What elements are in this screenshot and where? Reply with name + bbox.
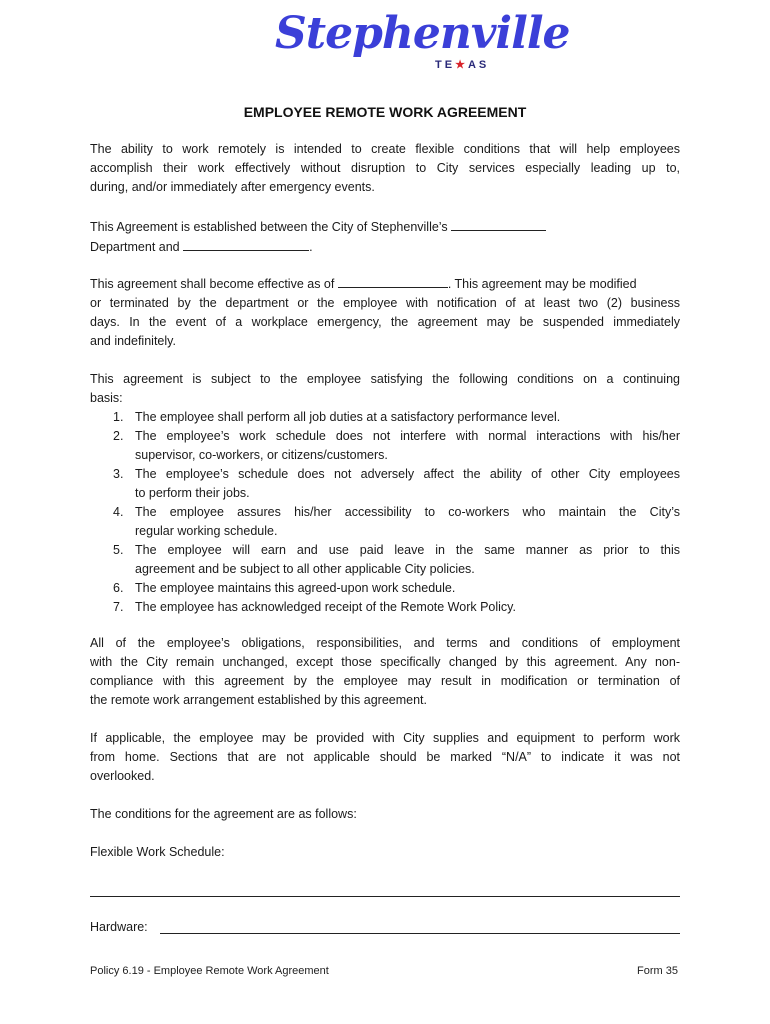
hardware-label: Hardware: <box>90 920 148 934</box>
conditions-intro-paragraph: This agreement is subject to the employee satisfying the following conditions on a continuing basis: <box>90 372 680 405</box>
flexible-schedule-label: Flexible Work Schedule: <box>90 845 225 859</box>
condition-number: 1. <box>113 410 124 424</box>
flexible-schedule-line[interactable] <box>90 896 680 897</box>
condition-number: 3. <box>113 467 124 481</box>
supplies-paragraph: If applicable, the employee may be provided with City supplies and equipment to perform work from home. Sections that are not applicable should be marked “N/A” to indicate it was not overlooked. <box>90 731 680 783</box>
condition-number: 5. <box>113 543 124 557</box>
department-blank[interactable] <box>451 217 546 231</box>
condition-number: 6. <box>113 581 124 595</box>
condition-item <box>113 541 680 579</box>
stephenville-logo <box>275 6 570 86</box>
condition-number: 2. <box>113 429 124 443</box>
obligations-paragraph: All of the employee’s obligations, responsibilities, and terms and conditions of employment with the City remain unchanged, except those specifically changed by this agreement. Any non- compliance with this agreement by the employee may result in modification or termination of the remote work arrangement established by this agreement. <box>90 636 680 707</box>
conditions-heading: The conditions for the agreement are as follows: <box>90 807 357 821</box>
condition-text: agreement and be subject to all other applicable City policies. <box>135 562 475 576</box>
condition-text: The employee’s work schedule does not interfere with normal interactions with his/her <box>135 429 680 443</box>
employee-name-blank[interactable] <box>183 237 309 251</box>
condition-text: The employee’s schedule does not adversely affect the ability of other City employees <box>135 467 680 481</box>
condition-number: 4. <box>113 505 124 519</box>
condition-text: supervisor, co-workers, or citizens/customers. <box>135 448 388 462</box>
condition-text: The employee shall perform all job duties at a satisfactory performance level. <box>135 410 561 424</box>
agreement-parties-paragraph: This Agreement is established between the City of Stephenville’s Department and . <box>90 217 680 257</box>
condition-text: regular working schedule. <box>135 524 278 538</box>
logo-texas-text: TE★AS <box>435 59 490 71</box>
conditions-list <box>113 408 680 617</box>
condition-text: The employee maintains this agreed-upon work schedule. <box>135 581 456 595</box>
footer-policy: Policy 6.19 - Employee Remote Work Agreement <box>90 965 329 977</box>
condition-item <box>113 465 680 503</box>
star-icon: ★ <box>455 59 468 71</box>
document-title: EMPLOYEE REMOTE WORK AGREEMENT <box>243 104 527 120</box>
condition-text: The employee assures his/her accessibility to co-workers who maintain the City’s <box>135 505 680 519</box>
condition-item <box>113 408 680 427</box>
footer-form-number: Form 35 <box>637 965 678 977</box>
condition-text: The employee has acknowledged receipt of the Remote Work Policy. <box>135 600 516 614</box>
condition-item <box>113 503 680 541</box>
logo-script-text: Stephenville <box>275 8 570 59</box>
effective-date-blank[interactable] <box>338 274 448 288</box>
hardware-line[interactable] <box>160 933 680 934</box>
condition-item <box>113 598 680 617</box>
condition-text: to perform their jobs. <box>135 486 250 500</box>
condition-item <box>113 427 680 465</box>
intro-paragraph: The ability to work remotely is intended to create flexible conditions that will help employees accomplish their work effectively without disruption to City services especially leading up to, during, and/or immediately after emergency events. <box>90 142 680 194</box>
condition-number: 7. <box>113 600 124 614</box>
effective-date-paragraph: This agreement shall become effective as of . This agreement may be modified or terminated by the department or the employee with notification of at least two (2) business days. In the event of a workplace emergency, the agreement may be suspended immediately and indefinitely. <box>90 274 680 351</box>
condition-item <box>113 579 680 598</box>
condition-text: The employee will earn and use paid leave in the same manner as prior to this <box>135 543 680 557</box>
